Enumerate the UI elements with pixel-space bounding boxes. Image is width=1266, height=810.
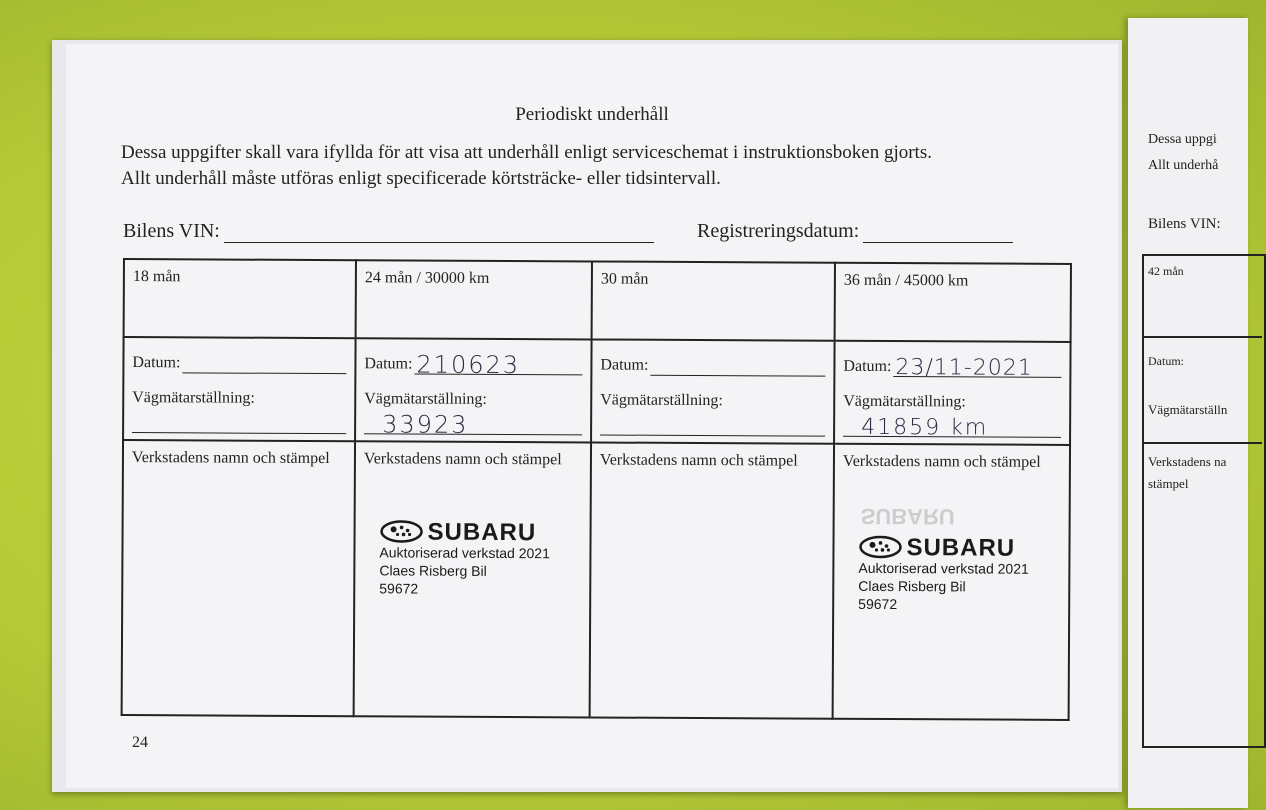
next-row-divider bbox=[1142, 336, 1262, 338]
workshop-label: Verkstadens namn och stämpel bbox=[363, 450, 562, 469]
page-number: 24 bbox=[132, 734, 148, 751]
intro-line-1: Dessa uppgifter skall vara ifyllda för att visa att underhåll enligt serviceschemat i instruktionsboken gjorts. bbox=[121, 142, 932, 163]
mirrored-stamp-offset: SUBARU bbox=[860, 503, 955, 530]
workshop-label: Verkstadens namn och stämpel bbox=[842, 452, 1041, 471]
handwritten-odometer: 33923 bbox=[382, 410, 469, 439]
stamp-line-2: Claes Risberg Bil bbox=[858, 577, 966, 595]
interval-header-row bbox=[124, 259, 1071, 342]
subaru-logo-icon bbox=[858, 535, 902, 559]
next-vin-label: Bilens VIN: bbox=[1148, 216, 1221, 232]
odometer-label: Vägmätarställning: bbox=[364, 390, 487, 408]
stamp-line-1: Auktoriserad verkstad 2021 bbox=[858, 559, 1029, 577]
datum-label: Datum: bbox=[364, 355, 413, 373]
interval-header: 18 mån bbox=[124, 259, 356, 338]
next-workshop-2: stämpel bbox=[1148, 476, 1189, 491]
datum-odometer-row bbox=[123, 337, 1071, 445]
interval-header: 30 mån bbox=[592, 261, 835, 340]
workshop-cell bbox=[122, 440, 355, 716]
service-table bbox=[121, 258, 1072, 721]
service-entry-cell bbox=[591, 339, 835, 443]
registration-date-blank-line bbox=[863, 224, 1013, 243]
interval-header: 36 mån / 45000 km bbox=[835, 263, 1071, 342]
next-page-edge bbox=[1128, 18, 1248, 808]
subaru-logo-icon bbox=[380, 519, 424, 543]
workshop-label: Verkstadens namn och stämpel bbox=[131, 449, 330, 468]
dealer-stamp bbox=[379, 519, 581, 598]
handwritten-date: 210623 bbox=[416, 350, 521, 380]
next-table bbox=[1142, 254, 1266, 748]
next-datum: Datum: bbox=[1148, 354, 1184, 368]
workshop-stamp-row bbox=[122, 440, 1070, 720]
service-entry-cell bbox=[123, 337, 356, 441]
vin-field bbox=[123, 220, 654, 243]
handwritten-date: 23/11-2021 bbox=[895, 355, 1033, 381]
workshop-cell bbox=[354, 441, 591, 717]
vin-blank-line bbox=[224, 224, 654, 243]
service-entry-cell bbox=[355, 338, 592, 442]
stamp-line-1: Auktoriserad verkstad 2021 bbox=[379, 544, 550, 562]
stamp-line-3: 59672 bbox=[379, 580, 419, 597]
next-header: 42 mån bbox=[1148, 264, 1184, 278]
stamp-brand: SUBARU bbox=[906, 533, 1016, 562]
workshop-cell bbox=[833, 444, 1070, 720]
next-workshop-1: Verkstadens na bbox=[1148, 454, 1227, 469]
booklet-page bbox=[66, 44, 1118, 788]
stamp-line-3: 59672 bbox=[858, 595, 898, 613]
intro-line-2: Allt underhåll måste utföras enligt specificerade körtsträcke- eller tidsintervall. bbox=[121, 168, 721, 189]
odometer-label: Vägmätarställning: bbox=[600, 391, 723, 410]
datum-label: Datum: bbox=[600, 356, 649, 374]
stamp-line-2: Claes Risberg Bil bbox=[379, 562, 487, 579]
next-intro-1: Dessa uppgi bbox=[1148, 132, 1217, 147]
registration-date-label: Registreringsdatum: bbox=[697, 220, 860, 242]
vin-label: Bilens VIN: bbox=[123, 220, 220, 242]
handwritten-odometer: 41859 km bbox=[861, 414, 989, 441]
stamp-brand: SUBARU bbox=[427, 518, 537, 546]
odometer-label: Vägmätarställning: bbox=[132, 389, 255, 407]
service-entry-cell bbox=[834, 341, 1071, 445]
next-odometer: Vägmätarställn bbox=[1148, 402, 1228, 417]
datum-label: Datum: bbox=[132, 354, 181, 372]
odometer-label: Vägmätarställning: bbox=[843, 392, 966, 411]
next-row-divider bbox=[1142, 442, 1262, 444]
dealer-stamp bbox=[858, 535, 1060, 614]
next-intro-2: Allt underhå bbox=[1148, 158, 1219, 173]
registration-date-field bbox=[697, 220, 1013, 243]
interval-header: 24 mån / 30000 km bbox=[356, 260, 592, 339]
page-title: Periodiskt underhåll bbox=[515, 104, 669, 125]
workshop-label: Verkstadens namn och stämpel bbox=[599, 451, 798, 470]
datum-label: Datum: bbox=[843, 357, 892, 376]
workshop-cell bbox=[590, 442, 834, 718]
